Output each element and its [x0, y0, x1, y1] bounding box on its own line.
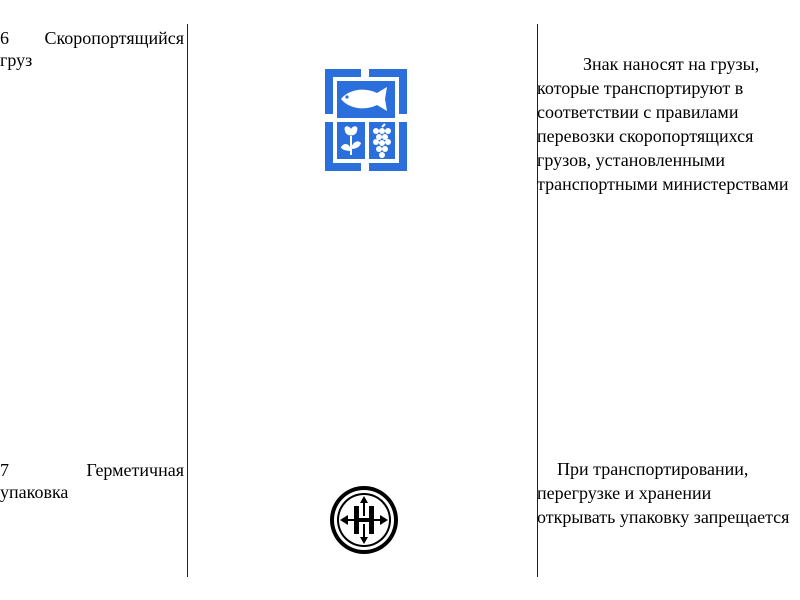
row-7-number: 7	[0, 460, 9, 480]
row-7-description	[537, 457, 792, 529]
hermetic-packaging-icon	[328, 484, 400, 556]
row-6-number: 6	[0, 28, 9, 48]
row-6-description	[537, 52, 792, 196]
perishable-cargo-icon	[325, 69, 407, 171]
row-6-description-text: Знак наносят на грузы, которые транспортируют в соответствии с правилами перевозки скоропортящихся грузов, установленными транспортными министерствами	[537, 54, 789, 194]
row-7-name-cell	[0, 459, 184, 503]
column-divider-left	[187, 24, 188, 577]
row-7-name-word-1: Герметичная	[86, 460, 184, 480]
row-7-name-word-2: упаковка	[0, 482, 69, 502]
row-6-name-cell	[0, 27, 184, 71]
row-7-description-text: При транспортировании, перегрузке и хранении открывать упаковку запрещается	[537, 459, 790, 527]
row-6-name: Скоропортящийся груз	[0, 28, 184, 70]
